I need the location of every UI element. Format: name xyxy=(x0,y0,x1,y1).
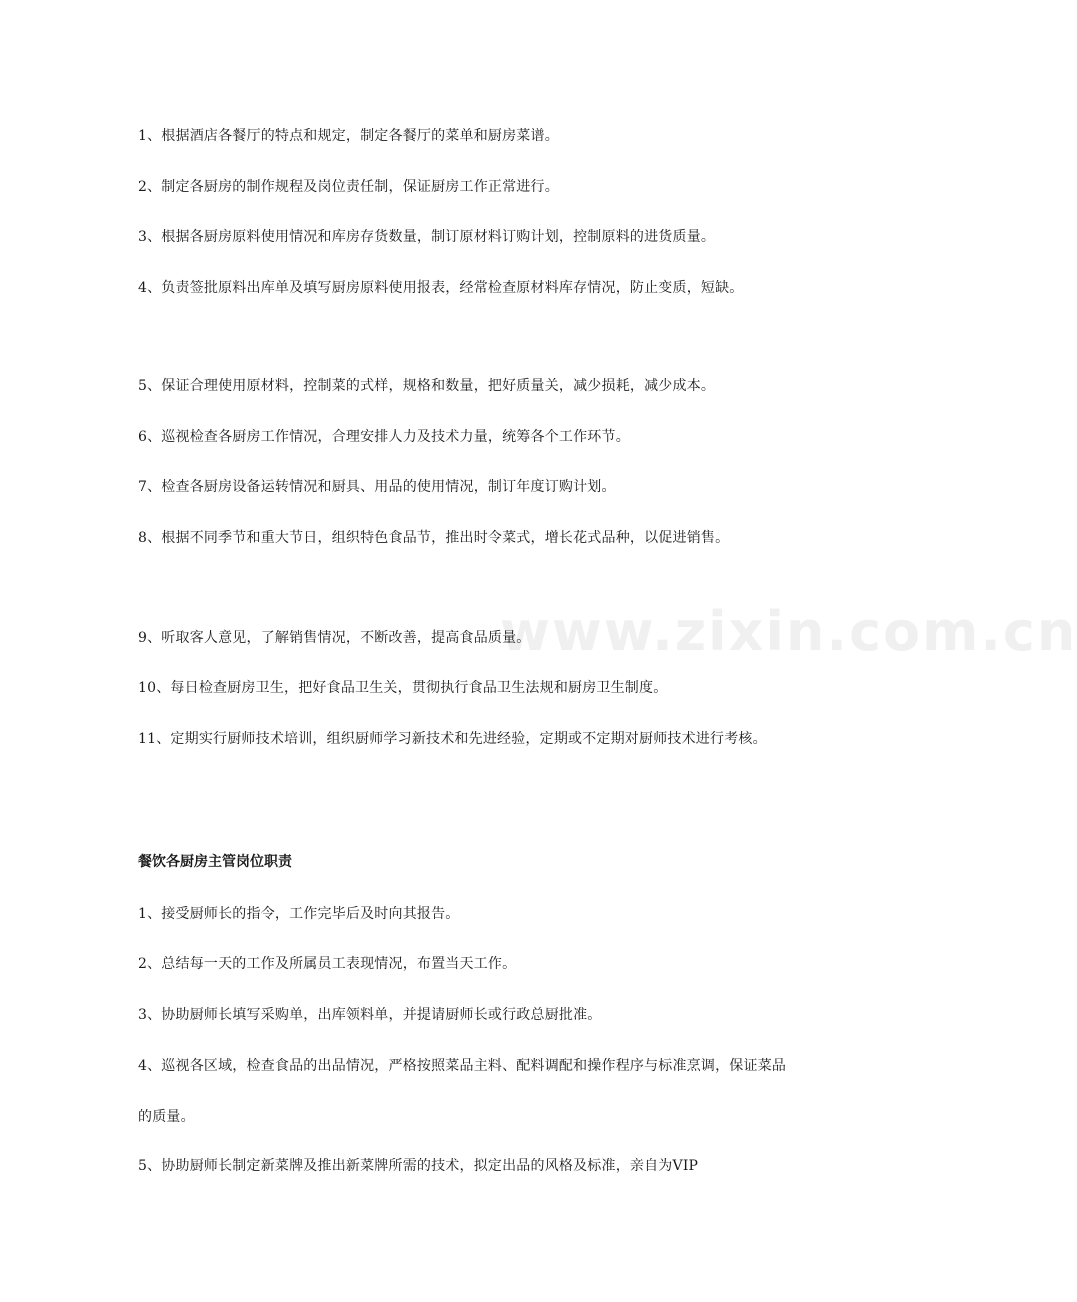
duty-item-2: 2、制定各厨房的制作规程及岗位责任制，保证厨房工作正常进行。 xyxy=(138,179,559,195)
duty-item-6: 6、巡视检查各厨房工作情况，合理安排人力及技术力量，统筹各个工作环节。 xyxy=(138,429,630,445)
duty-item-11: 11、定期实行厨师技术培训，组织厨师学习新技术和先进经验，定期或不定期对厨师技术进行考核。 xyxy=(138,731,767,747)
duty-item-3: 3、根据各厨房原料使用情况和库房存货数量，制订原材料订购计划，控制原料的进货质量。 xyxy=(138,229,716,245)
duty-item-4: 4、负责签批原料出库单及填写厨房原料使用报表，经常检查原材料库存情况，防止变质，短缺。 xyxy=(138,280,744,296)
duty-item-1: 1、根据酒店各餐厅的特点和规定，制定各餐厅的菜单和厨房菜谱。 xyxy=(138,128,559,144)
supervisor-item-3: 3、协助厨师长填写采购单，出库领料单，并提请厨师长或行政总厨批准。 xyxy=(138,1007,602,1023)
supervisor-item-5: 5、协助厨师长制定新菜牌及推出新菜牌所需的技术，拟定出品的风格及标准，亲自为VIP xyxy=(138,1158,699,1174)
supervisor-item-1: 1、接受厨师长的指令，工作完毕后及时向其报告。 xyxy=(138,906,460,922)
supervisor-item-4: 4、巡视各区域，检查食品的出品情况，严格按照菜品主料、配料调配和操作程序与标准烹调，保证菜品的质量。 xyxy=(138,1058,787,1125)
duty-item-8: 8、根据不同季节和重大节日，组织特色食品节，推出时令菜式，增长花式品种，以促进销售。 xyxy=(138,530,730,546)
section-heading: 餐饮各厨房主管岗位职责 xyxy=(138,854,292,870)
watermark: www.zixin.com.cn xyxy=(500,600,1077,663)
duty-item-7: 7、检查各厨房设备运转情况和厨具、用品的使用情况，制订年度订购计划。 xyxy=(138,479,616,495)
duty-item-10: 10、每日检查厨房卫生，把好食品卫生关，贯彻执行食品卫生法规和厨房卫生制度。 xyxy=(138,680,668,696)
duty-item-5: 5、保证合理使用原材料，控制菜的式样，规格和数量，把好质量关，减少损耗，减少成本。 xyxy=(138,378,716,394)
supervisor-item-2: 2、总结每一天的工作及所属员工表现情况，布置当天工作。 xyxy=(138,956,517,972)
duty-item-9: 9、听取客人意见，了解销售情况，不断改善，提高食品质量。 xyxy=(138,630,531,646)
